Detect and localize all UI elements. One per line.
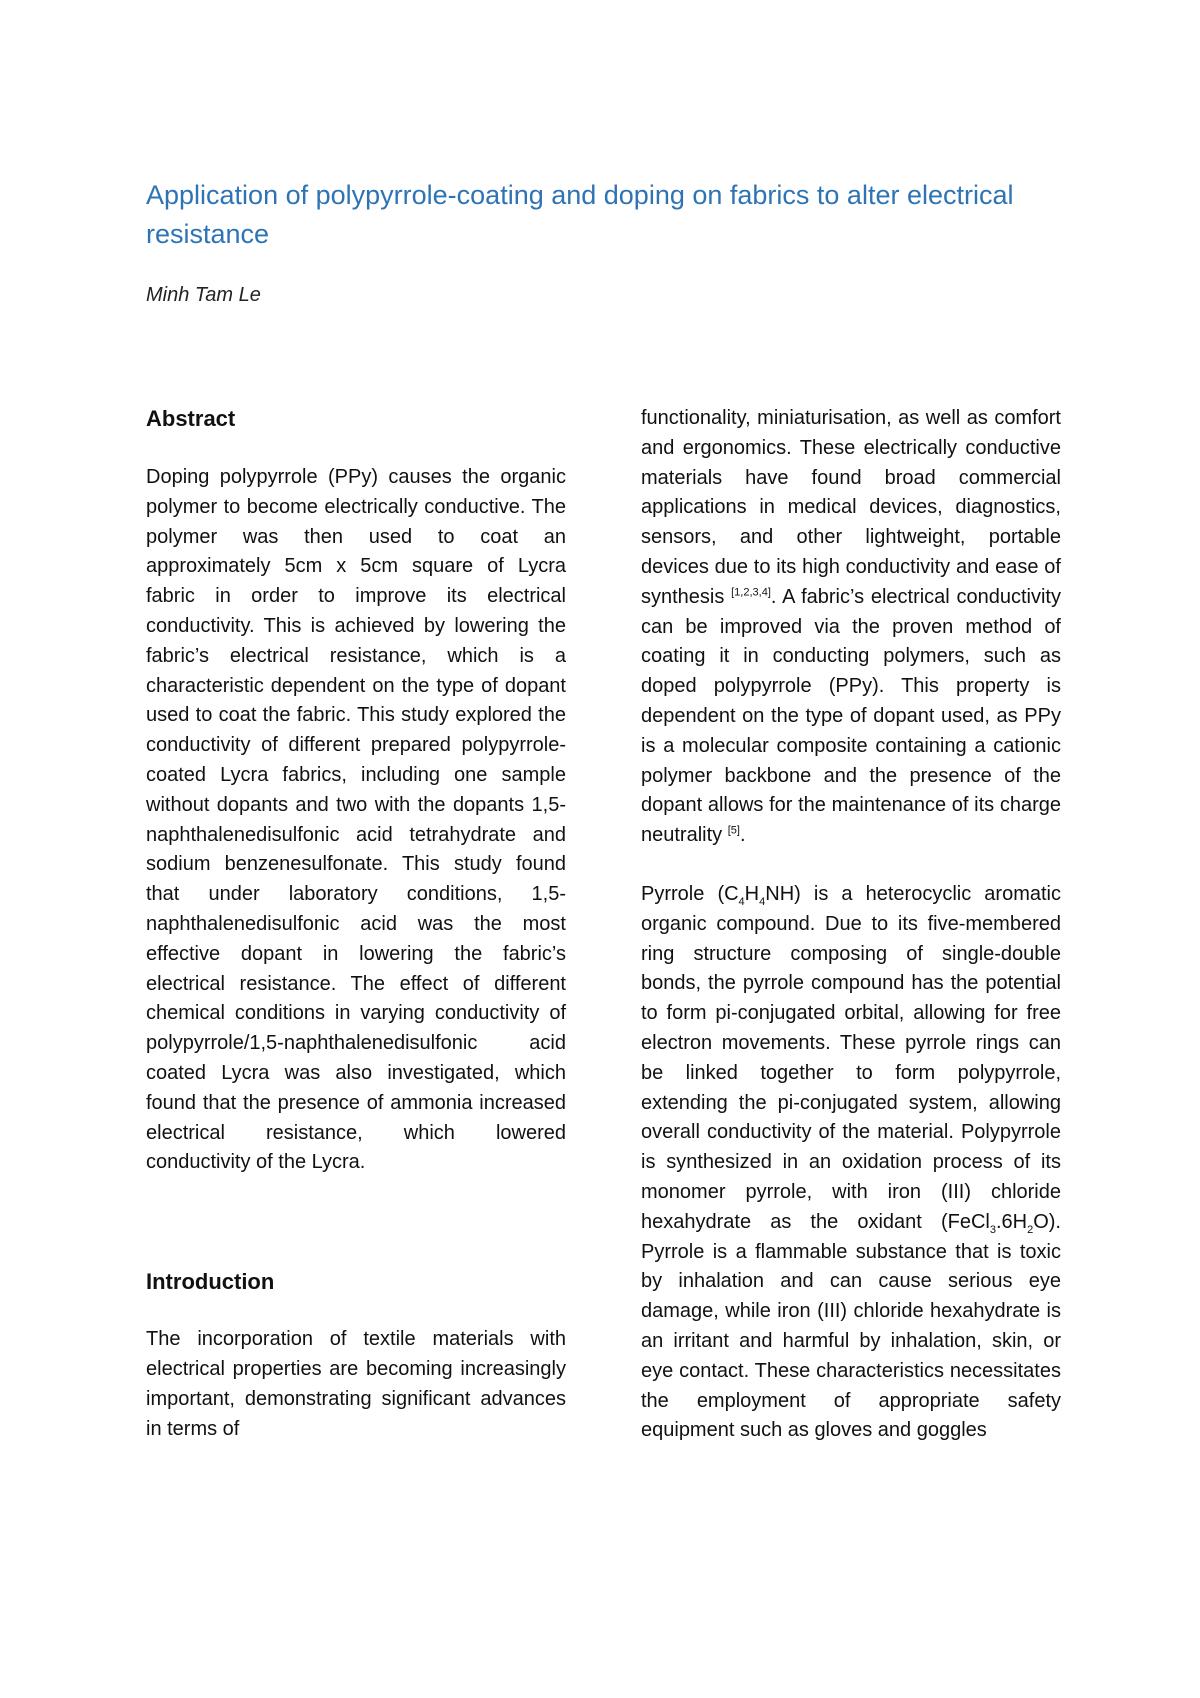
right-column bbox=[641, 404, 1061, 1446]
p2-sub-4: 2 bbox=[1027, 1223, 1034, 1236]
left-column bbox=[146, 404, 566, 1444]
paper-title: Application of polypyrrole-coating and doping on fabrics to alter electrical resistance bbox=[146, 180, 1014, 249]
p2-text-a: Pyrrole (C bbox=[641, 882, 739, 905]
abstract-heading: Abstract bbox=[146, 406, 236, 431]
p1-ref-1: [1,2,3,4] bbox=[731, 586, 771, 599]
p1-text-end: . bbox=[739, 824, 746, 847]
p1-text-left: The incorporation of textile materials with electrical properties are becoming increasingly important, demonstrating significant advances in terms of bbox=[146, 1328, 566, 1440]
p2-sub-3: 3 bbox=[989, 1223, 996, 1236]
abstract-body: Doping polypyrrole (PPy) causes the organic polymer to become electrically conductive. The polymer was then used to coat an approximately 5cm x 5cm square of Lycra fabric in order to improve its electrical conductivity. This is achieved by lowering the fabric’s electrical resistance, which is a characteristic dependent on the type of dopant used to coat the fabric. This study explored the conductivity of different prepared polypyrrole-coated Lycra fabrics, including one sample without dopants and two with the dopants 1,5-naphthalenedisulfonic acid tetrahydrate and sodium benzenesulfonate. This study found that under laboratory conditions, 1,5-naphthalenedisulfonic acid was the most effective dopant in lowering the fabric’s electrical resistance. The effect of different chemical conditions in varying conductivity of polypyrrole/1,5-naphthalenedisulfonic acid coated Lycra was also investigated, which found that the presence of ammonia increased electrical resistance, which lowered conductivity of the Lycra. bbox=[146, 466, 566, 1174]
author-name: Minh Tam Le bbox=[146, 284, 261, 306]
introduction-heading: Introduction bbox=[146, 1269, 275, 1295]
p2-sub-2: 4 bbox=[759, 895, 766, 908]
p2-text-d: .6H bbox=[995, 1210, 1028, 1233]
p1-text-right: functionality, miniaturisation, as well as comfort and ergonomics. These electrically conductive materials have found broad commercial applications in medical devices, diagnostics, sensors, and other lightweight, portable devices due to its high conductivity and ease of synthesis bbox=[641, 407, 1061, 608]
p1-ref-2: [5] bbox=[727, 824, 740, 837]
p2-text-e: O). Pyrrole is a flammable substance that is toxic by inhalation and can cause serious eye damage, while iron (III) chloride hexahydrate is an irritant and harmful by inhalation, skin, or eye contact. These characteristics necessitates the employment of appropriate safety equipment such as gloves and goggles bbox=[641, 1210, 1061, 1442]
intro-paragraph-1-start bbox=[146, 1325, 566, 1444]
intro-paragraph-1-continued bbox=[641, 404, 1061, 851]
p2-sub-1: 4 bbox=[738, 895, 745, 908]
p1-text-mid: . A fabric’s electrical conductivity can be improved via the proven method of coating it in conducting polymers, such as doped polypyrrole (PPy). This property is dependent on the type of dopant used, as PPy is a molecular composite containing a cationic polymer backbone and the presence of the dopant allows for the maintenance of its charge neutrality bbox=[641, 585, 1061, 847]
intro-paragraph-2 bbox=[641, 880, 1061, 1446]
p2-text-b: H bbox=[744, 882, 760, 905]
p2-text-c: NH) is a heterocyclic aromatic organic compound. Due to its five-membered ring structure composing of single-double bonds, the pyrrole compound has the potential to form pi-conjugated orbital, allowing for free electron movements. These pyrrole rings can be linked together to form polypyrrole, extending the pi-conjugated system, allowing overall conductivity of the material. Polypyrrole is synthesized in an oxidation process of its monomer pyrrole, with iron (III) chloride hexahydrate as the oxidant (FeCl bbox=[641, 882, 1061, 1233]
